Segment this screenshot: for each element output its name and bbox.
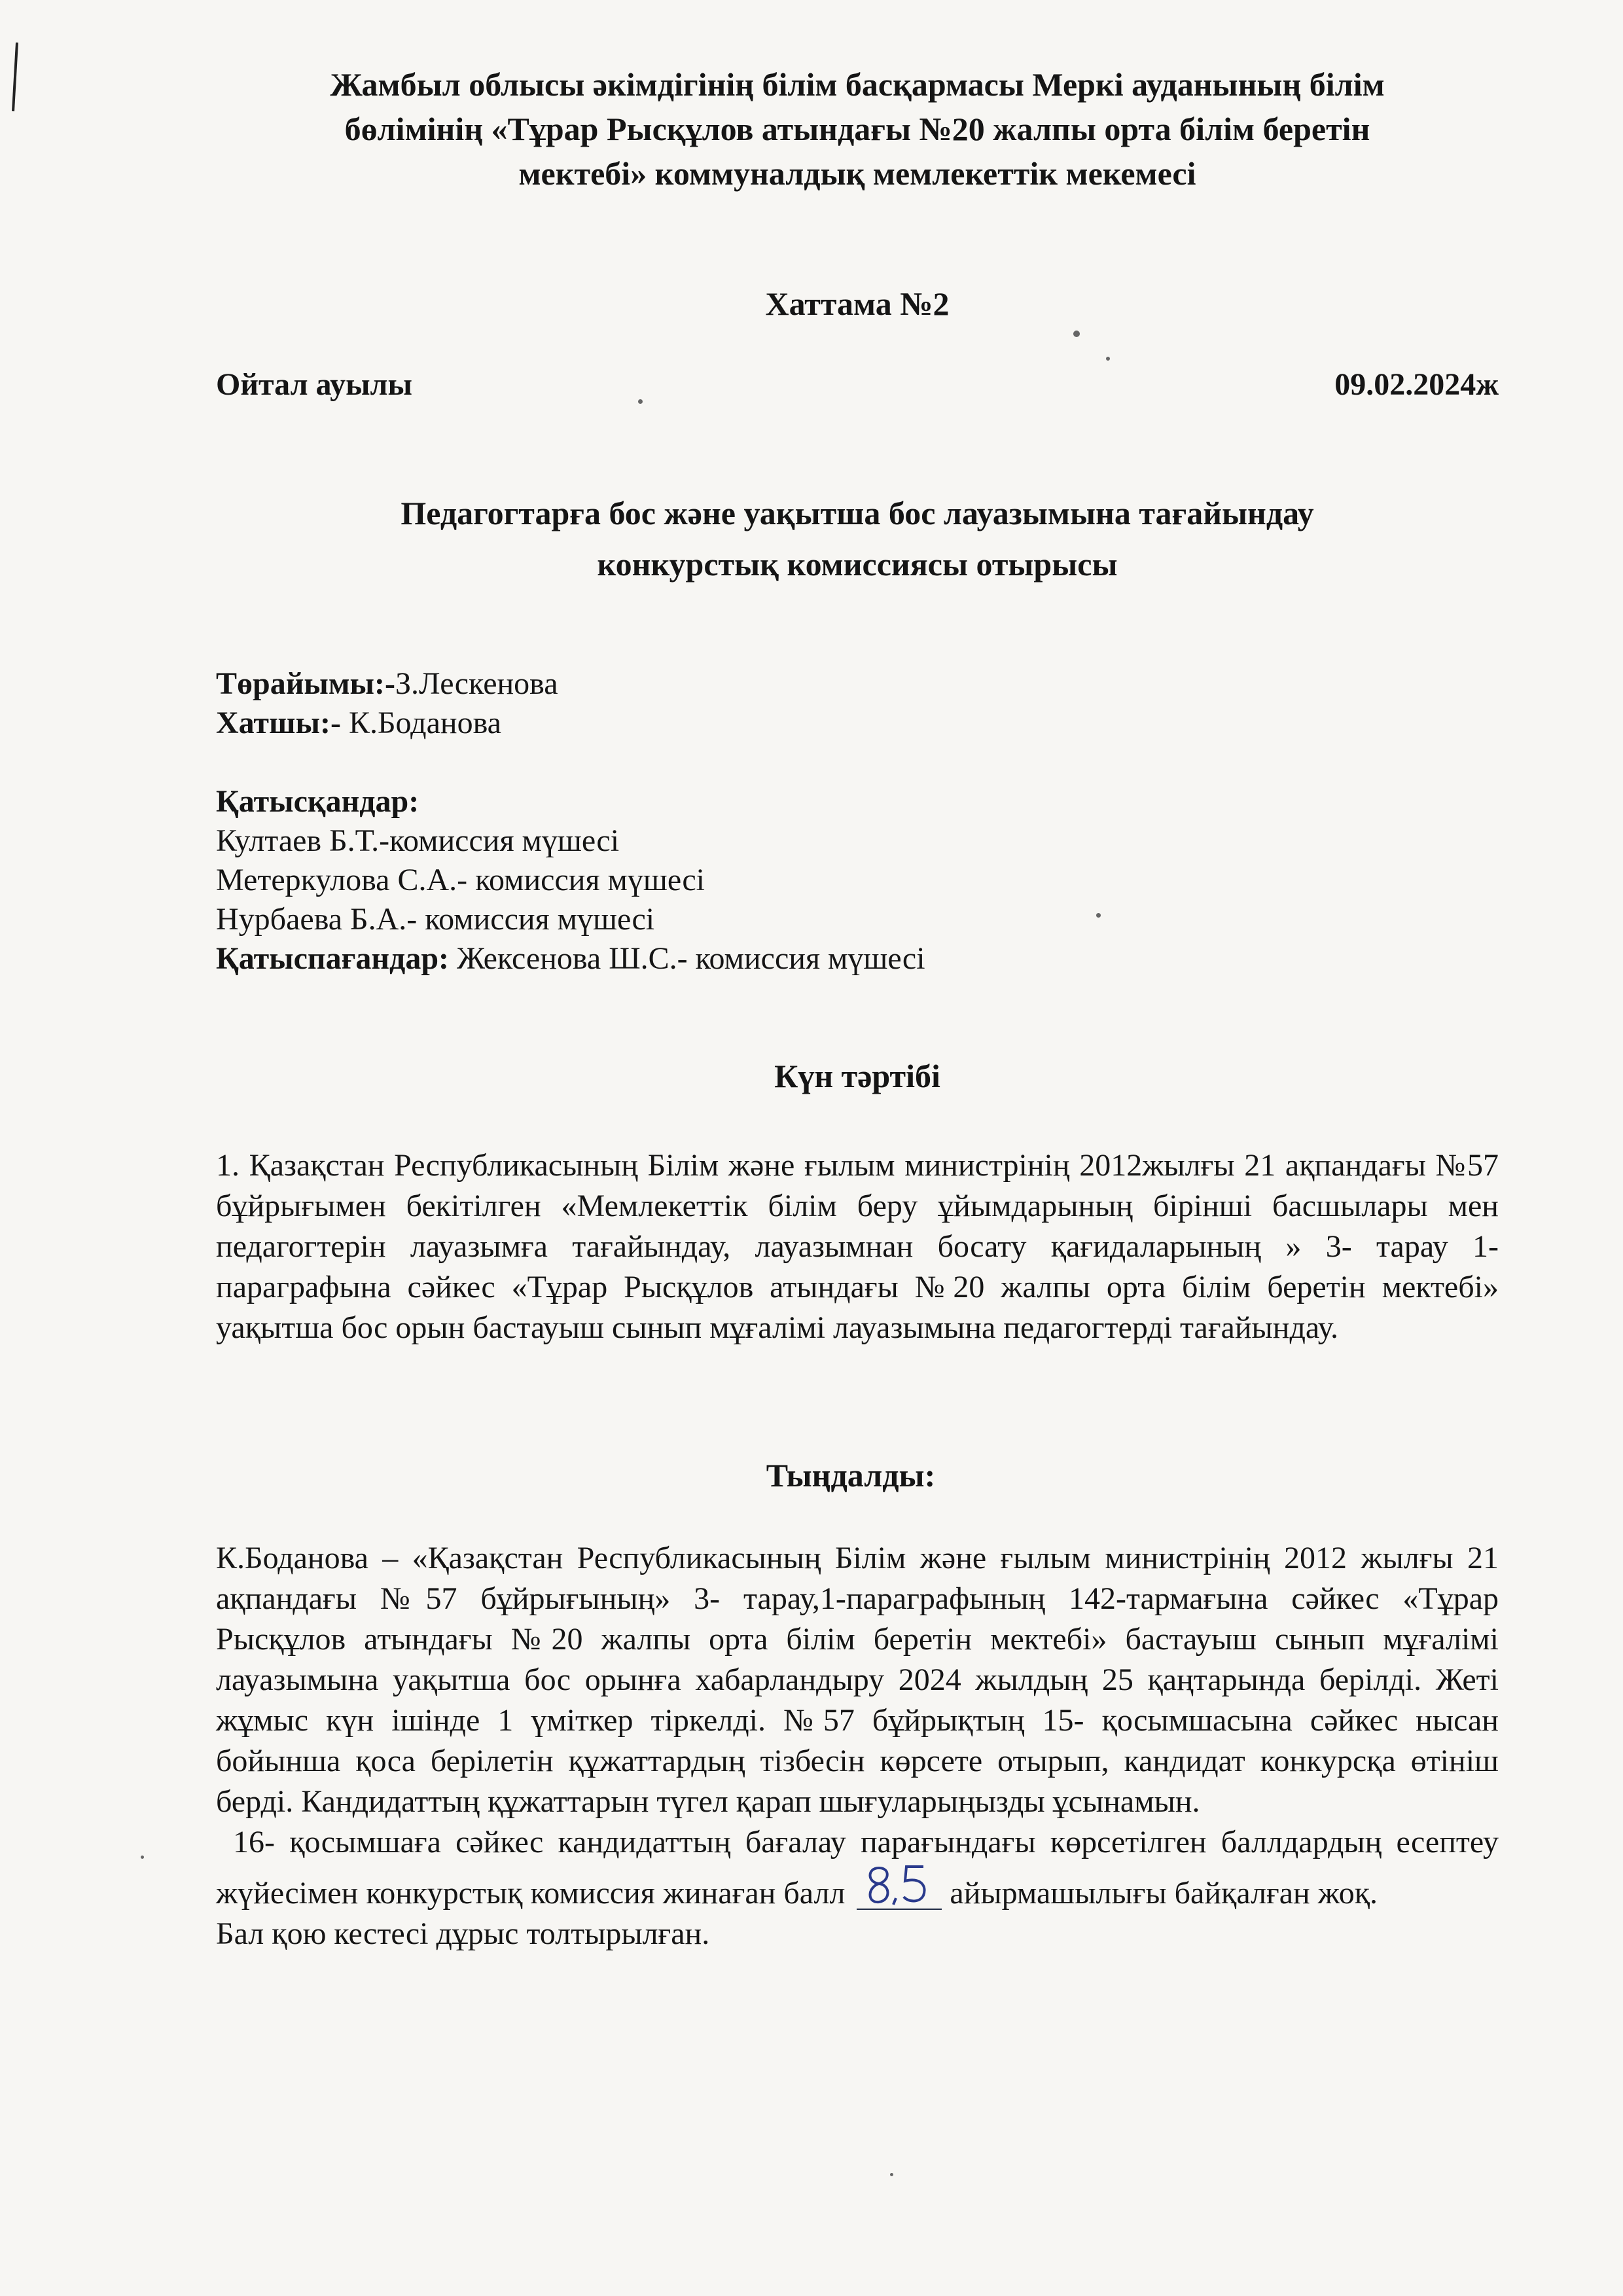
- agenda-title: Күн тәртібі: [774, 1058, 940, 1094]
- margin-pencil-mark: [5, 39, 25, 118]
- agenda-block: [216, 1145, 1499, 1348]
- header-line-1: Жамбыл облысы әкімдігінің білім басқармасы Меркі ауданының білім: [330, 66, 1385, 103]
- scan-speck: [1073, 331, 1080, 337]
- secretary-row: [216, 704, 1499, 743]
- chair-row: [216, 664, 1499, 704]
- village-name: Ойтал ауылы: [216, 367, 412, 402]
- participants-block: [216, 782, 1499, 978]
- participant-item: Култаев Б.Т.-комиссия мүшесі: [216, 823, 620, 858]
- meeting-title-line-1: Педагогтарға бос және уақытша бос лауазымына тағайындау: [401, 495, 1314, 531]
- heard-paragraph-1: К.Боданова – «Қазақстан Республикасының Білім және ғылым министрінің 2012 жылғы 21 ақпандағы №57 бұйрығының» 3- тарау,1-параграфының 142-тармағына сәйкес «Тұрар Рысқұлов атындағы №20 жалпы орта білім беретін мектебі» бастауыш сынып мұғалімі лауазымына уақытша бос орынға хабарландыру 2024 жылдың 25 қаңтарында берілді. Жеті жұмыс күн ішінде 1 үміткер тіркелді. №57 бұйрықтың 15- қосымшасына сәйкес нысан бойынша қоса берілетін құжаттардың тізбесін көрсете отырып, кандидат конкурсқа өтініш берді. Кандидаттың құжаттарын түгел қарап шығуларыңызды ұсынамын.: [216, 1541, 1499, 1819]
- header-line-2: бөлімінің «Тұрар Рысқұлов атындағы №20 жалпы орта білім беретін: [344, 111, 1370, 147]
- heard-block: [216, 1538, 1499, 1954]
- heard-paragraph-3: Бал қою кестесі дұрыс толтырылған.: [216, 1916, 710, 1951]
- scan-speck: [1106, 357, 1110, 361]
- heard-title: Тыңдалды:: [766, 1457, 936, 1494]
- meeting-title-line-2: конкурстық комиссиясы отырысы: [597, 546, 1118, 583]
- handwritten-score-drawing: [861, 1861, 939, 1909]
- handwritten-score: [857, 1863, 942, 1910]
- agenda-item-1: 1. Қазақстан Республикасының Білім және ғылым министрінің 2012жылғы 21 ақпандағы №57 бұйрығымен бекітілген «Мемлекеттік білім беру ұйымдарының бірінші басшылары мен педагогтерін лауазымға тағайындау, лауазымнан босату қағидаларының » 3- тарау 1-параграфына сәйкес «Тұрар Рысқұлов атындағы №20 жалпы орта білім беретін мектебі» уақытша бос орын бастауыш сынып мұғалімі лауазымына педагогтерді тағайындау.: [216, 1148, 1499, 1345]
- absent-member: Жексенова Ш.С.- комиссия мүшесі: [449, 941, 925, 976]
- scan-speck: [638, 399, 643, 404]
- heard-paragraph-2-end: айырмашылығы байқалған жоқ.: [950, 1876, 1378, 1910]
- chair-label: Төрайымы:-: [216, 666, 395, 701]
- protocol-title: Хаттама №2: [765, 285, 950, 322]
- meeting-title: [216, 488, 1499, 590]
- heard-paragraph-2-text: 16- қосымшаға сәйкес кандидаттың бағалау парағындағы көрсетілген баллдардың есептеу жүйесімен конкурстық комиссия жинаған балл: [216, 1825, 1499, 1910]
- participant-item: Метеркулова С.А.- комиссия мүшесі: [216, 863, 705, 897]
- institution-header: [216, 62, 1499, 196]
- scan-speck: [890, 2173, 893, 2176]
- scan-speck: [1096, 913, 1101, 918]
- participants-label: Қатысқандар:: [216, 784, 419, 819]
- chair-name: З.Лескенова: [395, 666, 558, 701]
- secretary-label: Хатшы:-: [216, 706, 341, 740]
- absent-row: [216, 939, 1499, 978]
- place-date-row: [216, 367, 1499, 403]
- roles-block: [216, 664, 1499, 743]
- absent-label: Қатыспағандар:: [216, 941, 449, 976]
- secretary-name: К.Боданова: [340, 706, 501, 740]
- protocol-date: 09.02.2024ж: [1334, 367, 1499, 402]
- header-line-3: мектебі» коммуналдық мемлекеттік мекемесі: [518, 155, 1196, 192]
- scan-speck: [141, 1856, 144, 1859]
- participant-item: Нурбаева Б.А.- комиссия мүшесі: [216, 902, 655, 937]
- heard-paragraph-2: [216, 1822, 1499, 1914]
